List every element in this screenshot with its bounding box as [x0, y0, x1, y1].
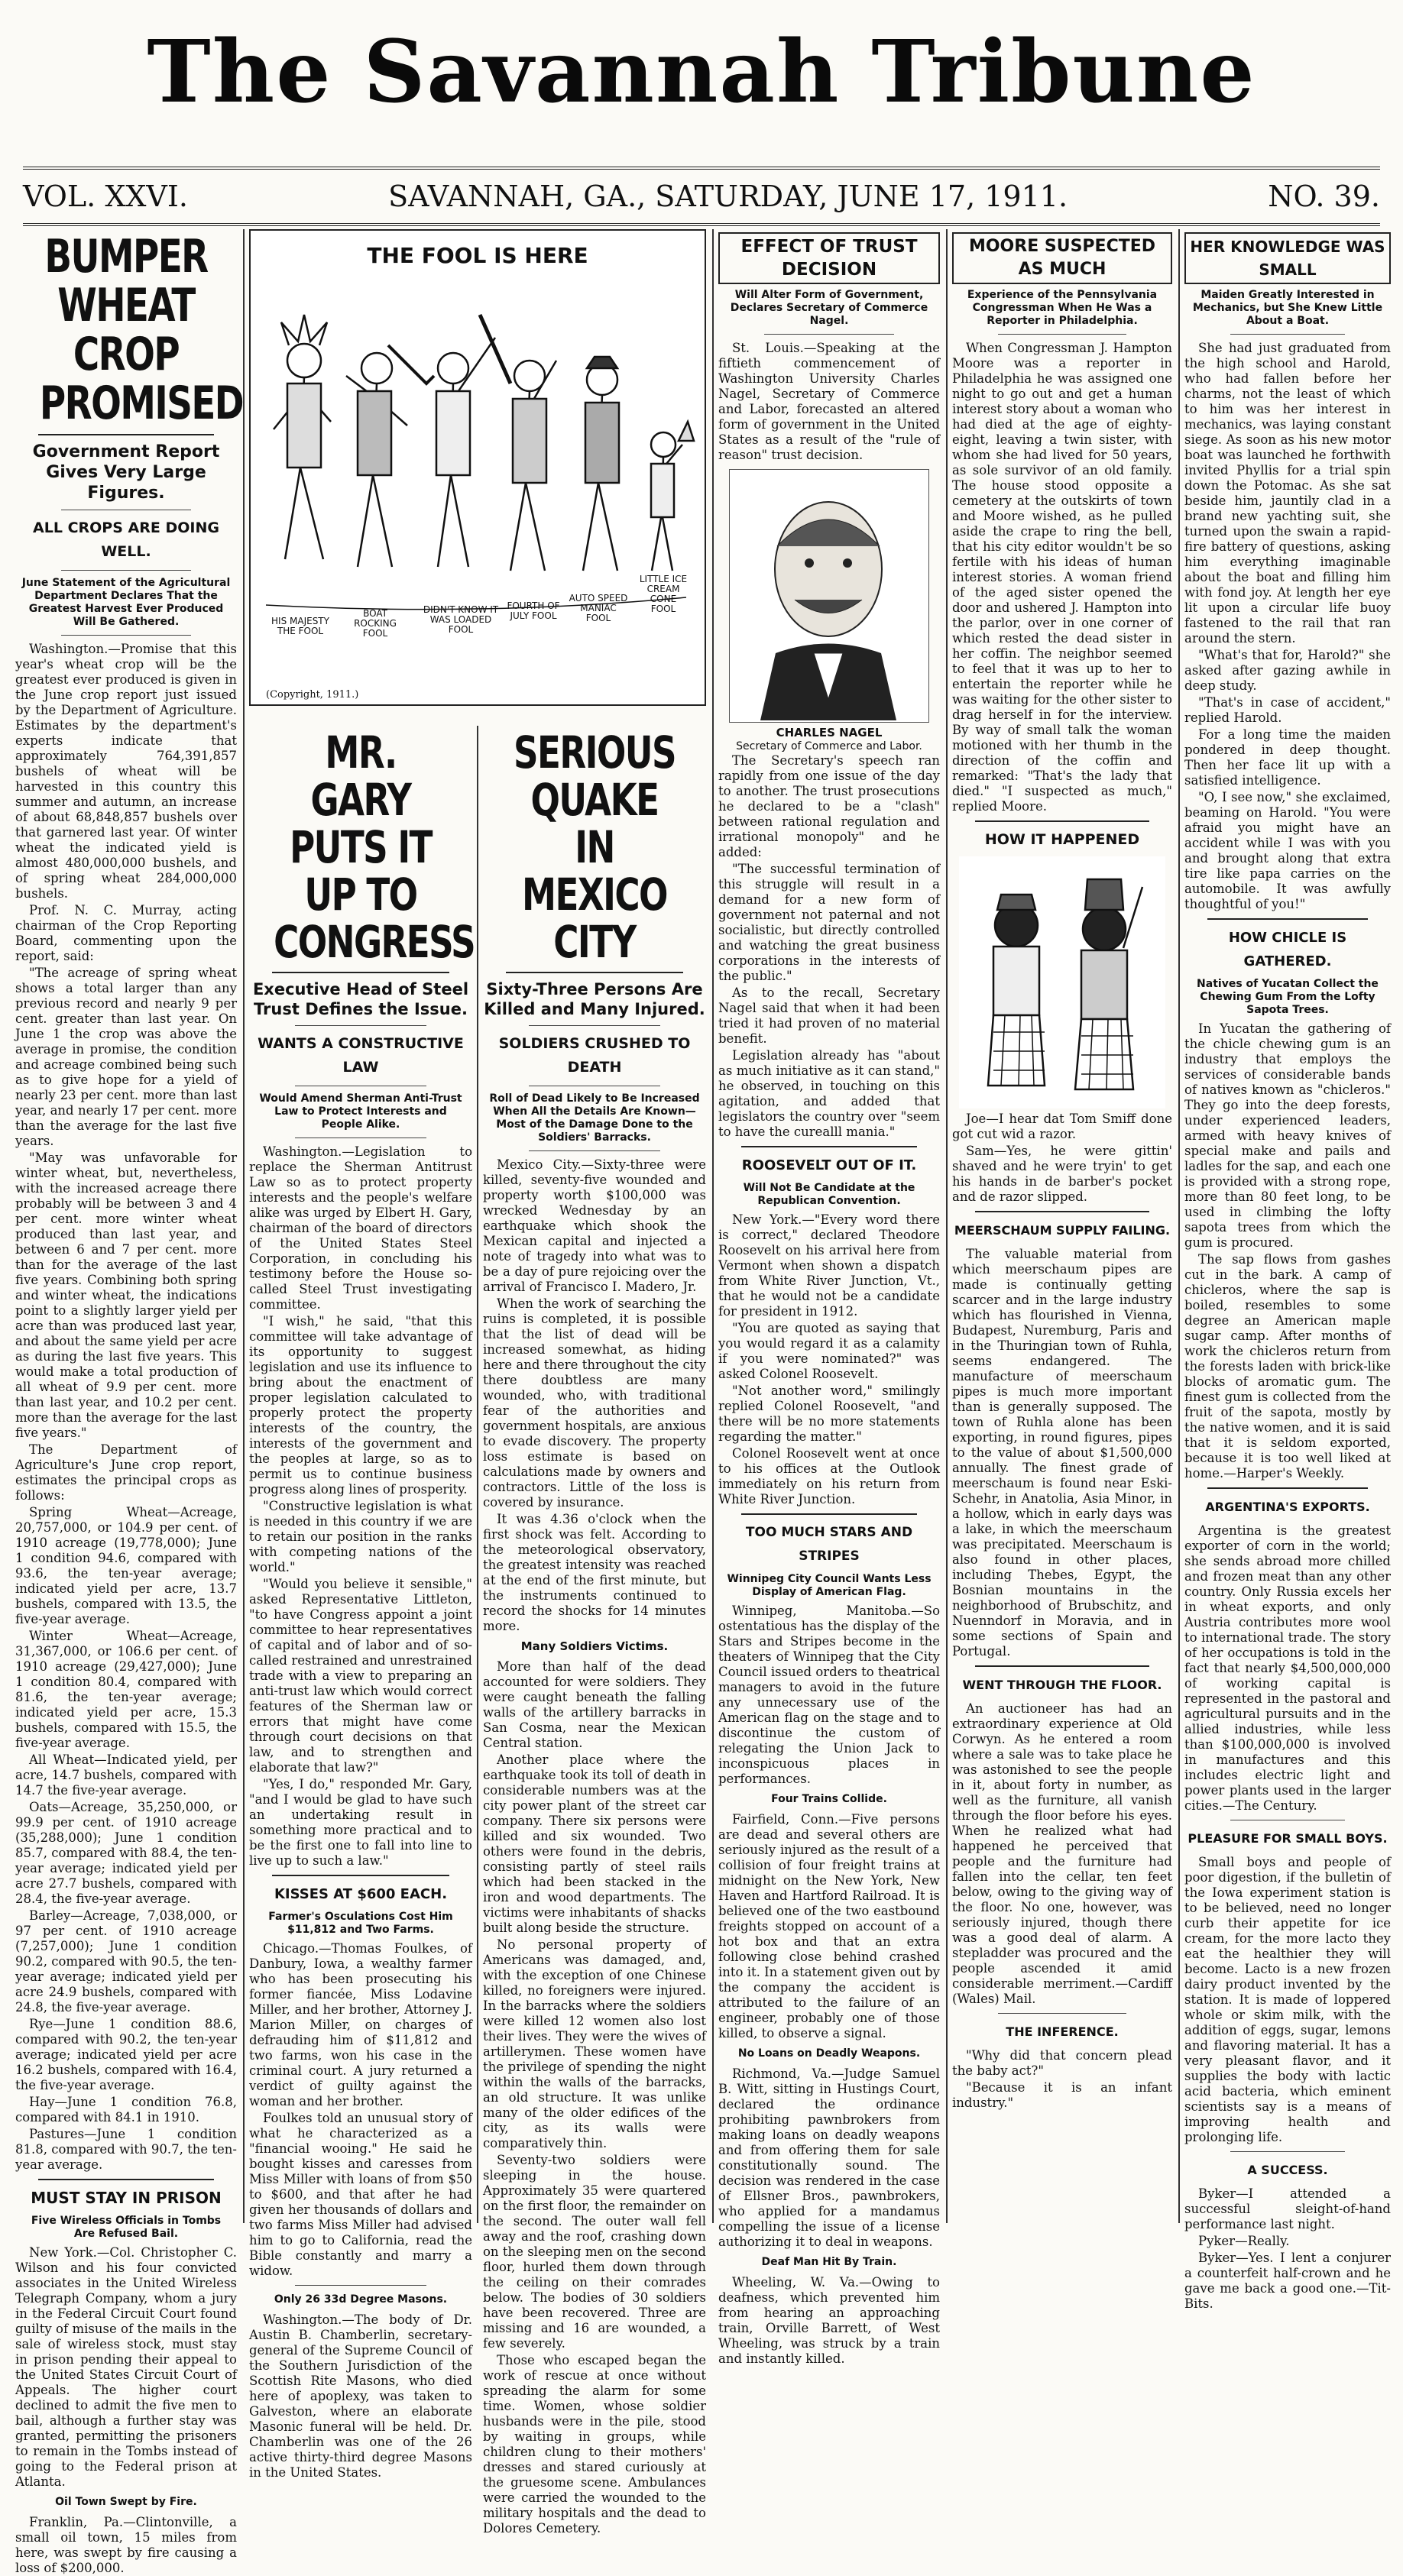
headline-inference: THE INFERENCE.	[1006, 2024, 1119, 2039]
rule	[741, 1513, 917, 1515]
column-rule	[243, 229, 245, 2223]
rule	[1230, 2151, 1345, 2152]
paragraph: Pyker—Really.	[1198, 2234, 1290, 2248]
column-rule	[946, 229, 948, 2223]
headline-masons: Only 26 33d Degree Masons.	[274, 2293, 448, 2306]
paragraph: The sap flows from gashes cut in the bark. A camp of chicleros, where the sap is boiled, resembles to some degree an American maple sugar camp. After months of work the chicleros return from the forests laden with brick-like blocks of aromatic gum. The finest gum is collected from the fruit of the sapota, mostly by the native women, and it is said that it is seldom exported, because it is too well liked at home.—Harper's Weekly.	[1184, 1252, 1391, 1481]
deck-government-report: Government Report Gives Very Large Figures.	[32, 442, 220, 503]
rule	[272, 972, 449, 973]
deck-kisses: Farmer's Osculations Cost Him $11,812 and Two Farms.	[268, 1911, 453, 1936]
paragraph: When the work of searching the ruins is completed, it is possible that the list of dead will be increased somewhat, as hiding here and there throughout the city there doubtless are many wounded, who, with traditional fear of the authorities and government hospitals, are anxious to evade discovery. The property loss estimate is based on calculations made by owners and contractors. Little of the loss is covered by insurance.	[483, 1296, 706, 1510]
rule	[764, 334, 894, 335]
wheat-article-body	[15, 642, 237, 2173]
cartoon-label-6: LITTLE ICE CREAM CONE FOOL	[639, 574, 688, 614]
deaf-article-body: Wheeling, W. Va.—Owing to deafness, which prevented him from hearing an approaching train, Orville Barrett, of West Wheeling, was struck by a train and instantly killed.	[718, 2275, 940, 2366]
paragraph: Mexico City.—Sixty-three were killed, seventy-five wounded and property worth $100,000 was wrecked Wednesday by an earthquake which shook the Mexican capital and injected a note of tragedy into what was to be a day of pure rejoicing over the arrival of Francisco I. Madero, Jr.	[483, 1157, 706, 1294]
column-5	[952, 229, 1172, 2223]
paragraph: "The successful termination of this struggle will result in a demand for a new form of government not paternal and not socialistic, but directly controlled and watching the great business corporations in the interests of the public."	[718, 862, 940, 983]
rule	[38, 434, 214, 435]
inference-body	[952, 2048, 1172, 2111]
paragraph: "Constructive legislation is what is needed in this country if we are to retain our position in the ranks with competing nations of the world."	[249, 1499, 472, 1574]
pleasure-article-body: Small boys and people of poor digestion, if the bulletin of the Iowa experiment station is to be believed, need no longer curb their appetite for ice cream, for the more lacto they eat the healthier they will become. Lacto is a new frozen dairy product invented by the station. It is made of loppered whole or skim milk, with the addition of eggs, sugar, lemons and flavoring material. It has a very pleasant flavor, and it supplies the body with lactic acid bacteria, which eminent scientists say is a means of improving health and prolonging life.	[1184, 1855, 1391, 2144]
columns	[15, 229, 1391, 2575]
headline-oil-town-fire: Oil Town Swept by Fire.	[55, 2496, 197, 2508]
paragraph: Spring Wheat—Acreage, 20,757,000, or 104.9 per cent. of 1910 acreage (19,778,000); June 1 condition 94.6, compared with 93.6, the ten-year average; indicated yield per acre, 13.7 bushels, compared with 13.5, the five-year average.	[15, 1505, 237, 1626]
headline-serious-quake: SERIOUS QUAKE IN MEXICO CITY	[513, 727, 676, 968]
headline-roosevelt: ROOSEVELT OUT OF IT.	[741, 1157, 917, 1173]
paragraph: Winter Wheat—Acreage, 31,367,000, or 106.6 per cent. of 1910 acreage (29,427,000); June 1 condition 80.4, compared with 81.6, the ten-year average; indicated yield per acre, 15.3 bushels, compared with 15.5, the five-year average.	[15, 1629, 237, 1750]
portrait-nagel	[729, 469, 929, 723]
paragraph: Byker—I attended a successful sleight-of-hand performance last night.	[1184, 2186, 1391, 2231]
paragraph: More than half of the dead accounted for were soldiers. They were caught beneath the falling walls of the artillery barracks in San Cosma, near the Mexican Central station.	[483, 1659, 706, 1750]
headline-pleasure: PLEASURE FOR SMALL BOYS.	[1188, 1831, 1388, 1846]
deck-chicle: Natives of Yucatan Collect the Chewing Gum From the Lofty Sapota Trees.	[1197, 978, 1379, 1016]
place-date: SAVANNAH, GA., SATURDAY, JUNE 17, 1911.	[388, 180, 1068, 213]
headline-must-stay-prison: MUST STAY IN PRISON	[31, 2189, 222, 2207]
roosevelt-article-body	[718, 1212, 940, 1507]
paragraph: Byker—Yes. I lent a conjurer a counterfeit half-crown and he gave me back a good one.—Tit-Bits.	[1184, 2251, 1391, 2311]
trains-article-body: Fairfield, Conn.—Five persons are dead and several others are seriously injured as the result of a collision of four freight trains at midnight on the New York, New Haven and Hartford Railroad. It is believed one of the two eastbound freights stopped on account of a hot box and that an extra following close behind crashed into it. In a statement given out by the company the accident is attributed to the failure of an engineer, probably one of those killed, to observe a signal.	[718, 1812, 940, 2040]
headline-bumper-wheat: BUMPER WHEAT CROP PROMISED	[39, 230, 244, 430]
how-it-happened-body	[952, 1112, 1172, 1205]
paragraph: No personal property of Americans was damaged, and, with the exception of one Chinese killed, no foreigners were injured. In the barracks where the soldiers were killed 12 women also lost their lives. They were the wives of artillerymen. These women have the privilege of spending the night within the walls of the barracks, an old structure. It was unlike many of the older edifices of the city, as its walls were comparatively thin.	[483, 1937, 706, 2150]
cartoon-block	[249, 229, 706, 733]
masthead-title: The Savannah Tribune	[147, 22, 1256, 122]
paragraph: The Secretary's speech ran rapidly from one issue of the day to another. The trust prosecutions he declared to be a "clash" between rational regulation and irrational monopoly" and he added:	[718, 753, 940, 859]
paragraph: Colonel Roosevelt went at once to his offices at the Outlook immediately on his return from White River Junction.	[718, 1446, 940, 1506]
paragraph: "O, I see now," she exclaimed, beaming on Harold. "You were afraid you might have an accident while I was with you and brought along that extra tire like papa carries on the automobile. It was awfully thoughtful of you!"	[1184, 790, 1391, 911]
paragraph: Pastures—June 1 condition 81.8, compared with 90.7, the ten-year average.	[15, 2127, 237, 2172]
paragraph: St. Louis.—Speaking at the fiftieth commencement of Washington University Charles Nagel, Secretary of Commerce and Labor, forecasted an altered form of government in the United States as a result of the "rule of reason" trust decision.	[718, 341, 940, 462]
issue-number: NO. 39.	[1268, 180, 1380, 213]
cartoon-label-3: DIDN'T KNOW IT WAS LOADED FOOL	[423, 604, 499, 635]
paragraph: Foulkes told an unusual story of what he characterized as a "financial wooing." He said he bought kisses and caresses from Miss Miller with loans of from $50 to $600, and that after he had given her thousands of dollars and two farms Miss Miller had advised him to go to California, read the Bible constantly and marry a widow.	[249, 2111, 472, 2278]
deck-all-crops: ALL CROPS ARE DOING WELL.	[33, 519, 219, 560]
paragraph: Legislation already has "about as much initiative as it can stand," he observed, in touching on this agitation, and added that legislators the country over "seem to have the curealll mania."	[718, 1048, 940, 1139]
deck-roosevelt: Will Not Be Candidate at the Republican Convention.	[743, 1182, 915, 1207]
trust-article-intro	[718, 341, 940, 463]
rule	[61, 570, 191, 571]
headline-deaf-man: Deaf Man Hit By Train.	[761, 2256, 897, 2268]
cartoon-title: THE FOOL IS HERE	[367, 243, 588, 268]
deck-wireless-officials: Five Wireless Officials in Tombs Are Refused Bail.	[31, 2215, 222, 2240]
headline-stars-stripes: TOO MUCH STARS AND STRIPES	[745, 1525, 913, 1564]
rule	[61, 635, 191, 636]
rule	[975, 1665, 1149, 1667]
paragraph: "Because it is an infant industry."	[952, 2080, 1172, 2110]
paragraph: Sam—Yes, he were gittin' shaved and he were tryin' to get his hands in de barber's pocket and de razor slipped.	[952, 1144, 1172, 1204]
rule	[529, 1150, 660, 1151]
prison-article-body: New York.—Col. Christopher C. Wilson and his four convicted associates in the United Wireless Telegraph Company, whom a jury in the Federal Circuit Court found guilty of misuse of the mails in the sale of wireless stock, must stay in prison pending their appeal to the United States Circuit Court of Appeals. The higher court declined to admit the five men to bail, although a further stay was granted, permitting the prisoners to remain in the Tombs instead of going to the Federal prison at Atlanta.	[15, 2245, 237, 2489]
rule	[295, 2285, 426, 2286]
meerschaum-article-body: The valuable material from which meerschaum pipes are made is continually getting scarcer and in the large industry which has flourished in Vienna, Budapest, Nuremburg, Paris and in the Thuringian town of Ruhla, seems endangered. The manufacture of meerschaum pipes is much more important than is generally supposed. The town of Ruhla alone has been exporting, in round figures, pipes to the value of about $1,500,000 annually. The finest grade of meerschaum is found near Eski-Schehr, in Anatolia, Asia Minor, in a hollow, which in early days was a lake, in which the meerschaum was precipitated. Meerschaum is also found in other places, including Thebes, Egypt, the Bosnian mountains in the neighborhood of Brubschitz, and Nuenndorf in Moravia, and in some sections of Spain and Portugal.	[952, 1247, 1172, 1659]
headline-trains: Four Trains Collide.	[771, 1793, 887, 1805]
paragraph: "Not another word," smilingly replied Colonel Roosevelt, "and there will be no more statements regarding the matter."	[718, 1383, 940, 1444]
column-rule	[1178, 229, 1180, 2223]
rule	[1207, 1487, 1368, 1489]
rule	[975, 820, 1149, 822]
headline-kisses: KISSES AT $600 EACH.	[274, 1886, 448, 1902]
knowledge-article-body	[1184, 341, 1391, 912]
nagel-portrait-drawing	[730, 470, 927, 720]
rule	[272, 1875, 449, 1876]
cartoon-credit: (Copyright, 1911.)	[266, 689, 359, 701]
paragraph: For a long time the maiden pondered in deep thought. Then her face lit up with a satisfied intelligence.	[1184, 727, 1391, 788]
rule	[741, 1146, 917, 1147]
headline-loans: No Loans on Deadly Weapons.	[737, 2047, 921, 2060]
column-1	[15, 229, 244, 2575]
paragraph: Another place where the earthquake took its toll of death in considerable numbers was at the city power plant of the street car company. There six persons were killed and six wounded. Two others were found in the debris, consisting partly of steel rails which had been stacked in the iron and wood departments. The victims were inhabitants of shacks built along beside the structure.	[483, 1752, 706, 1935]
subhead-soldiers-victims: Many Soldiers Victims.	[520, 1639, 669, 1653]
paragraph: As to the recall, Secretary Nagel said that when it had been tried it had proven of no material benefit.	[718, 985, 940, 1046]
cartoon-label-4: FOURTH OF JULY FOOL	[507, 600, 560, 621]
paragraph: Chicago.—Thomas Foulkes, of Danbury, Iowa, a wealthy farmer who has been prosecuting his former fiancée, Miss Lodavine Miller, and her brother, Attorney J. Marion Miller, on charges of defrauding him of $11,812 and two farms, won his case in the criminal court. A jury returned a verdict of guilty against the woman and her brother.	[249, 1941, 472, 2108]
headline-success: A SUCCESS.	[1247, 2163, 1328, 2177]
deck-nagel: Will Alter Form of Government, Declares Secretary of Commerce Nagel.	[730, 289, 928, 327]
rule	[975, 1211, 1149, 1212]
paragraph: Oats—Acreage, 35,250,000, or 99.9 per cent. of 1910 acreage (35,288,000); June 1 condition 85.7, compared with 88.4, the ten-year average; indicated yield per acre 27.7 bushels, compared with 28.4, the five-year average.	[15, 1800, 237, 1906]
deck-steel-trust: Executive Head of Steel Trust Defines the Issue.	[252, 980, 469, 1018]
masons-article-body: Washington.—The body of Dr. Austin B. Chamberlin, secretary-general of the Supreme Council of the Southern Jurisdiction of the Scottish Rite Masons, who died here of apoplexy, was taken to Galveston, where an elaborate Masonic funeral will be held. Dr. Chamberlin was one of the 26 active thirty-third degree Masons in the United States.	[249, 2312, 472, 2480]
paragraph: Washington.—Promise that this year's wheat crop will be the greatest ever produced is given in the June crop report just issued by the Department of Agriculture. Estimates by the department's experts indicate that approximately 764,391,857 bushels of wheat will be harvested in this country this summer and autumn, an increase of about 68,848,857 bushels over that garnered last year. Of winter wheat the indicated yield is almost 480,000,000 bushels, and of spring wheat 284,000,000 bushels.	[15, 642, 237, 901]
paragraph: Washington.—Legislation to replace the Sherman Antitrust Law so as to protect property interests and the people's welfare alike was urged by Elbert H. Gary, chairman of the board of directors of the United States Steel Corporation, in concluding his testimony before the House so-called Steel Trust investigating committee.	[249, 1144, 472, 1312]
headline-trust-decision: EFFECT OF TRUST DECISION	[718, 232, 940, 284]
paragraph: It was 4.36 o'clock when the first shock was felt. According to the meteorological observatory, the greatest intensity was reached at the end of the first minute, but the instruments continued to record the shocks for 14 minutes more.	[483, 1512, 706, 1633]
paragraph: "I wish," he said, "that this committee will take advantage of its opportunity to suggest legislation and use its influence to bring about the enactment of proper legislation calculated to properly protect the property interests of the country, the interests of the government and the peoples at large, so as to permit us to continue business progress along lines of prosperity.	[249, 1314, 472, 1497]
paragraph: New York.—"Every word there is correct," declared Theodore Roosevelt on his arrival here from Vermont when shown a dispatch from White River Junction, Vt., that he would not be a candidate for president in 1912.	[718, 1212, 940, 1319]
volume-number: VOL. XXVI.	[23, 180, 188, 213]
paragraph: Rye—June 1 condition 88.6, compared with 90.2, the ten-year average; indicated yield per acre 16.2 bushels, compared with 16.4, the five-year average.	[15, 2017, 237, 2092]
rule	[998, 334, 1126, 335]
kisses-article-body	[249, 1941, 472, 2279]
headline-chicle: HOW CHICLE IS GATHERED.	[1228, 930, 1347, 969]
portrait-caption: CHARLES NAGEL	[776, 726, 883, 739]
column-4	[718, 229, 940, 2366]
headline-her-knowledge: HER KNOWLEDGE WAS SMALL	[1184, 232, 1391, 284]
deck-her-knowledge: Maiden Greatly Interested in Mechanics, but She Knew Little About a Boat.	[1192, 289, 1383, 327]
paragraph: Prof. N. C. Murray, acting chairman of the Crop Reporting Board, commenting upon the report, said:	[15, 903, 237, 963]
cartoon-label-5: AUTO SPEED MANIAC FOOL	[569, 593, 628, 623]
paragraph: "The acreage of spring wheat shows a total larger than any previous record and nearly 9 per cent. greater than last year. On June 1 the crop was above the average in promise, the condition and acreage combined being such as to give hope for a yield of nearly 23 per cent. more than last year, and nearly 17 per cent. more than the average for the last five years.	[15, 966, 237, 1148]
deck-june-statement: June Statement of the Agricultural Department Declares That the Greatest Harvest Ever Produced Will Be Gathered.	[21, 577, 231, 628]
paragraph: Hay—June 1 condition 76.8, compared with 84.1 in 1910.	[15, 2095, 237, 2125]
paragraph: In Yucatan the gathering of the chicle chewing gum is an industry that employs the services of considerable bands of natives known as "chicleros." They go into the deep forests, under experienced leaders, armed with heavy knives of special make and pails and ladles for the sap, and each one is provided with a strong rope, more than 80 feet long, to be used in climbing the lofty sapota trees from which the gum is procured.	[1184, 1021, 1391, 1250]
dateline-bar	[23, 167, 1380, 226]
column-rule	[477, 726, 478, 2223]
paragraph: Seventy-two soldiers were sleeping in the house. Approximately 35 were quartered on the first floor, the remainder on the second. The outer wall fell away and the roof, crashing down on the sleeping men on the second floor, hurled them down through the ceiling on their comrades below. The bodies of 30 soldiers have been recovered. Three are missing and 16 are wounded, a few severely.	[483, 2153, 706, 2351]
paragraph: "That's in case of accident," replied Harold.	[1184, 695, 1391, 725]
stars-article-body: Winnipeg, Manitoba.—So ostentatious has the display of the Stars and Stripes become in the theaters of Winnipeg that the City Council issued orders to theatrical managers to avoid in the future any unnecessary use of the American flag on the stage and to discontinue the custom of relegating the Union Jack to inconspicuous places in performances.	[718, 1604, 940, 1786]
deck-constructive-law: WANTS A CONSTRUCTIVE LAW	[258, 1035, 464, 1076]
gary-article-body	[249, 1144, 472, 1869]
headline-mr-gary: MR. GARY PUTS IT UP TO CONGRESS	[274, 727, 475, 968]
headline-meerschaum: MEERSCHAUM SUPPLY FAILING.	[954, 1223, 1171, 1238]
paragraph: Those who escaped began the work of rescue at once without spreading the alarm for some time. Women, whose soldier husbands were in the pile, stood by waiting in groups, while children clung to their mothers' dresses and stared curiously at the gruesome scene. Ambulances were carried the wounded to the military hospitals and the dead to Dolores Cemetery.	[483, 2353, 706, 2536]
fire-article-body: Franklin, Pa.—Clintonville, a small oil town, 15 miles from here, was swept by fire causing a loss of $200,000.	[15, 2515, 237, 2575]
argentina-article-body: Argentina is the greatest exporter of corn in the world; she sends abroad more chilled and frozen meat than any other country. Only Russia excels her in wheat exports, and only Austria contributes more wool to international trade. The story of her occupations is told in the fact that nearly $4,500,000,000 of working capital is represented in the pastoral and agricultural pursuits and in the allied industries, while less than $100,000,000 is involved in manufactures and this includes electric light and power plants used in the larger cities.—The Century.	[1184, 1523, 1391, 1813]
paragraph: "Yes, I do," responded Mr. Gary, "and I would be glad to have such an undertaking result in something more practical and to be the first one to fall into line to live up to such a law."	[249, 1777, 472, 1868]
rule	[38, 2179, 214, 2180]
column-6	[1184, 229, 1391, 2311]
headline-argentina: ARGENTINA'S EXPORTS.	[1205, 1500, 1370, 1514]
floor-article-body: An auctioneer has had an extraordinary experience at Old Corwyn. As he entered a room where a sale was to take place he was astonished to see the people in it, about forty in number, as well as the furniture, all vanish through the floor before his eyes. When he realized what had happened he perceived that people and the furniture had fallen into the cellar, ten feet below, owing to the giving way of the floor. No one, however, was seriously injured, though there was a good deal of alarm. A stepladder was procured and the people ascended it amid considerable merriment.—Cardiff (Wales) Mail.	[952, 1701, 1172, 2006]
paragraph: She had just graduated from the high school and Harold, who had fallen before her charms, not the least of which to him was her interest in mechanics, was laying constant siege. As soon as his new motor boat was launched he forthwith invited Phyllis for a trial spin down the Potomac. As she sat beside him, jauntily clad in a brand new yachting suit, she turned upon the swain a rapid-fire battery of questions, asking him everything imaginable about the boat and filling him with fond joy. At length her eye lit upon a circular life buoy fastened to the rail that ran around the stern.	[1184, 341, 1391, 646]
cartoon-label-1: HIS MAJESTY THE FOOL	[271, 616, 329, 636]
deck-sherman-amend: Would Amend Sherman Anti-Trust Law to Protect Interests and People Alike.	[259, 1092, 462, 1131]
column-rule	[712, 229, 714, 2223]
paragraph: Barley—Acreage, 7,038,000, or 97 per cent. of 1910 acreage (7,257,000); June 1 condition 90.2, compared with 90.5, the ten-year average; indicated yield per acre 24.9 bushels, compared with 24.8, the five-year average.	[15, 1908, 237, 2015]
rule	[998, 2013, 1126, 2014]
barber-cartoon-drawing	[959, 856, 1165, 1108]
deck-roll-of-dead: Roll of Dead Likely to Be Increased When All the Details Are Known—Most of the Damage Done to the Soldiers' Barracks.	[489, 1092, 700, 1144]
paragraph: All Wheat—Indicated yield, per acre, 14.7 bushels, compared with 14.7 the five-year average.	[15, 1752, 237, 1798]
cartoon-frame	[249, 229, 706, 706]
success-article-body	[1184, 2186, 1391, 2312]
loans-article-body: Richmond, Va.—Judge Samuel B. Witt, sitting in Hustings Court, declared the ordinance prohibiting pawnbrokers from making loans on deadly weapons and from offering them for sale constitutionally sound. The decision was rendered in the case of Ellsner Bros., pawnbrokers, who applied for a mandamus compelling the issue of a license authorizing it to deal in weapons.	[718, 2066, 940, 2249]
paragraph: "What's that for, Harold?" she asked after gazing awhile in deep study.	[1184, 648, 1391, 693]
rule	[506, 972, 683, 973]
victims-article-body	[483, 1659, 706, 2536]
deck-stars-stripes: Winnipeg City Council Wants Less Display of American Flag.	[727, 1573, 932, 1598]
deck-sixty-three: Sixty-Three Persons Are Killed and Many Injured.	[484, 980, 705, 1018]
column-2	[249, 726, 475, 2480]
chicle-article-body	[1184, 1021, 1391, 1481]
rule	[529, 1025, 660, 1026]
cartoon-label-2: BOAT ROCKING FOOL	[354, 608, 397, 639]
paragraph: "Why did that concern plead the baby act?"	[952, 2048, 1172, 2078]
portrait-subcaption: Secretary of Commerce and Labor.	[736, 740, 922, 752]
deck-soldiers-crushed: SOLDIERS CRUSHED TO DEATH	[498, 1035, 691, 1076]
headline-through-floor: WENT THROUGH THE FLOOR.	[962, 1678, 1162, 1692]
deck-moore: Experience of the Pennsylvania Congressman When He Was a Reporter in Philadelphia.	[967, 289, 1158, 327]
column-3	[483, 726, 706, 2536]
moore-article-body	[952, 341, 1172, 814]
paragraph: When Congressman J. Hampton Moore was a reporter in Philadelphia he was assigned one night to go out and get a human interest story about a woman who had died at the age of eighty-eight, leaving a twin sister, with whom she had lived for 50 years, as sole survivor of an old family. The house stood opposite a cemetery at the outskirts of town and Moore wished, as he pulled aside the crape to ring the bell, that his city editor wouldn't be so fertile with his ideas of human interest stories. A woman friend of the aged sister opened the door and ushered J. Hampton into the parlor, over in one corner of which rested the dead sister in her coffin. The neighbor seemed to feel that it was up to her to entertain the reporter while he was waiting for the other sister to drag herself in for the interview. By way of small talk the woman motioned with her thumb in the direction of the coffin and remarked: "That's the lady that died." "I suspected as much," replied Moore.	[952, 341, 1172, 814]
headline-how-it-happened: HOW IT HAPPENED	[984, 831, 1140, 848]
headline-moore: MOORE SUSPECTED AS MUCH	[952, 232, 1172, 284]
quake-article-body	[483, 1157, 706, 1634]
paragraph: "You are quoted as saying that you would regard it as a calamity if you were nominated?" was asked Colonel Roosevelt.	[718, 1321, 940, 1381]
rule	[1207, 918, 1368, 920]
rule	[1230, 334, 1345, 335]
trust-article-body	[718, 753, 940, 1140]
paragraph: Joe—I hear dat Tom Smiff done got cut wid a razor.	[952, 1112, 1172, 1141]
how-it-happened-illustration	[959, 856, 1165, 1108]
rule	[295, 1025, 426, 1026]
paragraph: The Department of Agriculture's June crop report, estimates the principal crops as follows:	[15, 1442, 237, 1503]
paragraph: "May was unfavorable for winter wheat, but, nevertheless, with the increased acreage there probably will be between 3 and 4 per cent. more winter wheat produced than last year, and between 6 and 7 per cent. more than for the average of the last five years. Combining both spring and winter wheat, the indications point to a slightly larger yield per acre than was produced last year, and about the same yield per acre as during the last five years. This would make a total production of all wheat of 9.9 per cent. more than last year, and 10.2 per cent. more than the average for the last five years."	[15, 1150, 237, 1440]
paragraph: "Would you believe it sensible," asked Representative Littleton, "to have Congress appoint a joint committee to hear representatives of capital and of labor and of so-called restrained and unrestrained trade with a view to preparing an anti-trust law which would correct features of the Sherman law or errors that might have come through court decisions on that law, and to strengthen and elaborate that law?"	[249, 1577, 472, 1775]
